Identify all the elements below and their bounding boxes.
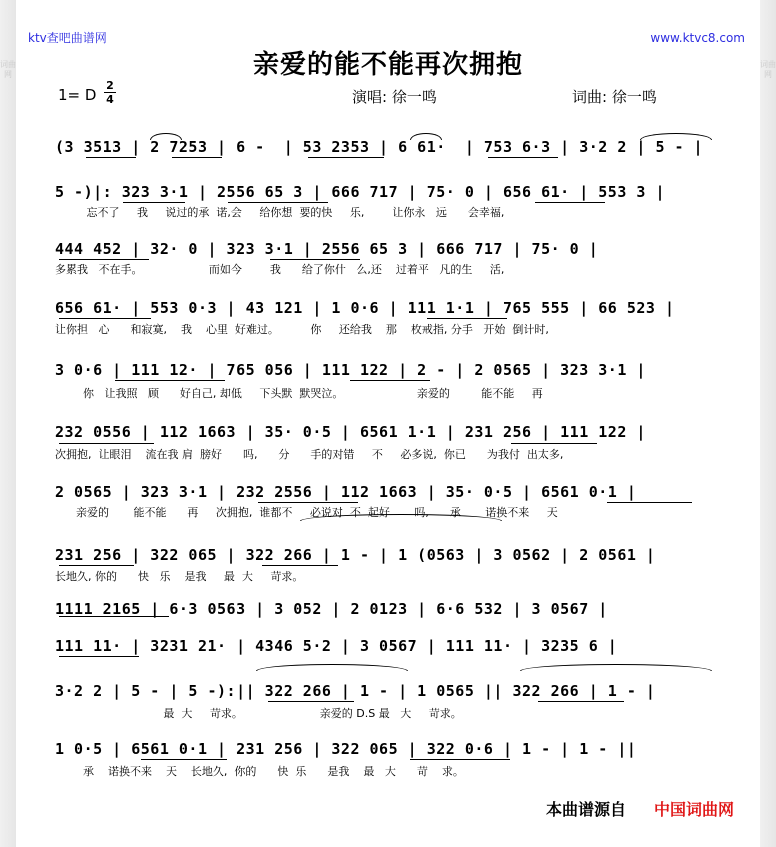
lyric-row: 忘不了 我 说过的承 诺,会 给你想 要的快 乐, 让你永 远 会幸福,	[55, 206, 505, 219]
lyric-row: 让你担 心 和寂寞, 我 心里 好难过。 你 还给我 那 枚戒指, 分手 开始 倒计时,	[55, 323, 549, 336]
notation-row: 3 0·6 | 111 12· | 765 056 | 111 122 | 2 - | 2 0565 | 323 3·1 |	[55, 361, 646, 379]
lyric-row: 你 让我照 顾 好自己, 却低 下头默 默哭泣。 亲爱的 能不能 再	[55, 387, 543, 400]
notation-row: 232 0556 | 112 1663 | 35· 0·5 | 6561 1·1 | 231 256 | 111 122 |	[55, 423, 646, 441]
lyric-row: 长地久, 你的 快 乐 是我 最 大 苛求。	[55, 570, 304, 583]
time-signature	[104, 80, 116, 105]
volta-bracket	[300, 514, 502, 521]
beam-line	[59, 656, 139, 657]
beam-line	[59, 443, 154, 444]
beam-line	[86, 157, 136, 158]
site-name-left[interactable]: ktv查吧曲谱网	[28, 31, 107, 45]
tie-arc	[640, 133, 712, 140]
watermark-strip-right	[760, 0, 776, 847]
beam-line	[262, 565, 338, 566]
lyric-row: 次拥抱, 让眼泪 流在我 肩 膀好 吗, 分 手的对错 不 必多说, 你已 为我付 出太多,	[55, 448, 564, 461]
source-label: 本曲谱源自	[546, 800, 627, 819]
beam-line	[410, 759, 510, 760]
lyric-row: 多累我 不在手。 而如今 我 给了你什 么,还 过着平 凡的生 活,	[55, 263, 505, 276]
notation-row: 3·2 2 | 5 - | 5 -):|| 322 266 | 1 - | 1 0565 || 322 266 | 1 - |	[55, 682, 656, 700]
time-top: 2	[106, 79, 114, 92]
beam-line	[350, 380, 430, 381]
watermark-strip-left	[0, 0, 16, 847]
beam-line	[59, 565, 134, 566]
notation-row: 111 11· | 3231 21· | 4346 5·2 | 3 0567 | 111 11· | 3235 6 |	[55, 637, 618, 655]
beam-line	[141, 759, 227, 760]
tie-arc	[150, 133, 182, 140]
volta-bracket	[256, 664, 408, 671]
notation-row: 2 0565 | 323 3·1 | 232 2556 | 112 1663 | 35· 0·5 | 6561 0·1 |	[55, 483, 637, 501]
beam-line	[59, 259, 149, 260]
beam-line	[115, 380, 225, 381]
volta-bracket	[520, 664, 712, 671]
notation-row: (3 3513 | 2 7253 | 6 - | 53 2353 | 6 61· | 753 6·3 | 3·2 2 | 5 - |	[55, 138, 704, 156]
watermark-text-left: 词曲网	[0, 60, 16, 79]
lyric-row: 承 诺换不来 天 长地久, 你的 快 乐 是我 最 大 苛 求。	[55, 765, 464, 778]
notation-row: 5 -)|: 323 3·1 | 2556 65 3 | 666 717 | 75· 0 | 656 61· | 553 3 |	[55, 183, 665, 201]
beam-line	[538, 701, 624, 702]
tie-arc	[410, 133, 442, 140]
beam-line	[488, 157, 558, 158]
notation-row: 231 256 | 322 065 | 322 266 | 1 - | 1 (0563 | 3 0562 | 2 0561 |	[55, 546, 656, 564]
singer-credit: 演唱: 徐一鸣	[352, 88, 437, 106]
beam-line	[308, 157, 384, 158]
beam-line	[258, 502, 358, 503]
composer-credit: 词曲: 徐一鸣	[572, 88, 657, 106]
song-title: 亲爱的能不能再次拥抱	[252, 50, 523, 80]
beam-line	[607, 502, 692, 503]
lyric-row	[55, 160, 715, 176]
key-signature: 1= D	[58, 86, 97, 104]
notation-row: 656 61· | 553 0·3 | 43 121 | 1 0·6 | 111 1·1 | 765 555 | 66 523 |	[55, 299, 675, 317]
notation-row: 1 0·5 | 6561 0·1 | 231 256 | 322 065 | 322 0·6 | 1 - | 1 - ||	[55, 740, 637, 758]
notation-row: 444 452 | 32· 0 | 323 3·1 | 2556 65 3 | 666 717 | 75· 0 |	[55, 240, 599, 258]
lyric-row: 最 大 苛求。 亲爱的 D.S 最 大 苛求。	[55, 707, 462, 720]
beam-line	[268, 701, 354, 702]
beam-line	[59, 318, 151, 319]
watermark-text-right: 词曲网	[760, 60, 776, 79]
beam-line	[270, 259, 360, 260]
beam-line	[123, 202, 185, 203]
beam-line	[511, 443, 597, 444]
beam-line	[535, 202, 605, 203]
beam-line	[59, 616, 169, 617]
beam-line	[427, 318, 507, 319]
beam-line	[228, 202, 328, 203]
beam-line	[172, 157, 222, 158]
notation-row: 1111 2165 | 6·3 0563 | 3 052 | 2 0123 | 6·6 532 | 3 0567 |	[55, 600, 608, 618]
lyric-row: 亲爱的 能不能 再 次拥抱, 谁都不 必说对 不 起好 吗, 承 诺换不来 天	[55, 506, 558, 519]
site-url-right[interactable]: www.ktvc8.com	[650, 31, 745, 45]
time-bottom: 4	[106, 93, 114, 106]
source-brand-link[interactable]: 中国词曲网	[654, 800, 735, 819]
